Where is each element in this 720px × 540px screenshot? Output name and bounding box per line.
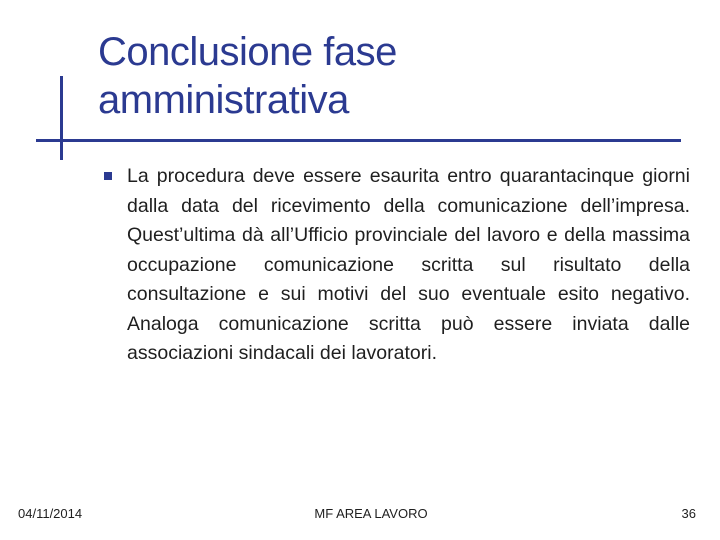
slide-title: Conclusione fase amministrativa (98, 30, 397, 122)
footer-label: MF AREA LAVORO (314, 506, 428, 521)
title-horizontal-rule (36, 139, 681, 142)
bullet-item (104, 162, 690, 369)
footer-date: 04/11/2014 (18, 506, 83, 521)
square-bullet-icon (104, 172, 112, 180)
title-vertical-rule (60, 76, 63, 160)
page-number: 36 (681, 506, 696, 521)
bullet-text: La procedura deve essere esaurita entro quarantacinque giorni dalla data del ricevimento della comunicazione dell’impresa. Quest’ultima dà all’Ufficio provinciale del lavoro e della massima occupazione comunicazione scritta sul risultato della consultazione e sui motivi del suo eventuale esito negativo. Analoga comunicazione scritta può essere inviata dalle associazioni sindacali dei lavoratori. (127, 165, 690, 364)
